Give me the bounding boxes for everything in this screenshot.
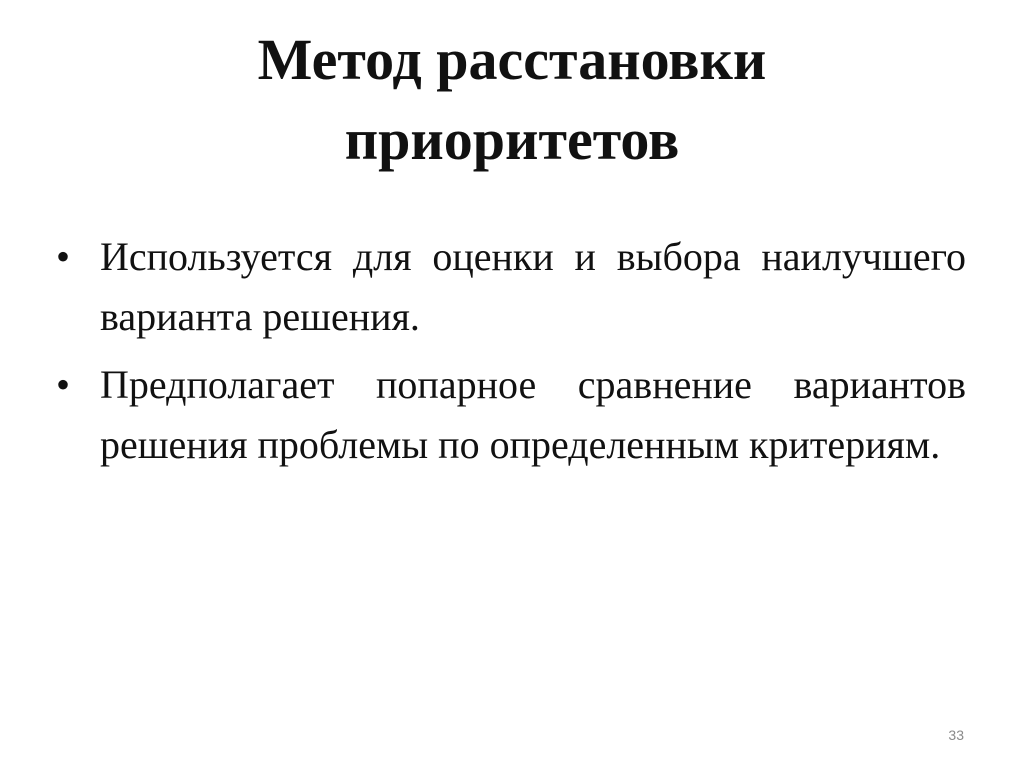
bullet-item [56,355,966,475]
slide-title [0,20,1024,180]
slide-title-line-1: Метод расстановки [257,27,767,92]
bullet-item [56,227,966,347]
bullet-text: Предполагает попарное сравнение вариантов решения проблемы по определенным критериям. [100,362,966,467]
slide-number: 33 [948,727,964,743]
slide-title-line-2: приоритетов [344,107,680,172]
bullet-list [56,227,966,483]
bullet-dot-icon: • [56,234,71,279]
bullet-dot-icon: • [56,362,71,407]
bullet-text: Используется для оценки и выбора наилучшего варианта решения. [100,234,966,339]
